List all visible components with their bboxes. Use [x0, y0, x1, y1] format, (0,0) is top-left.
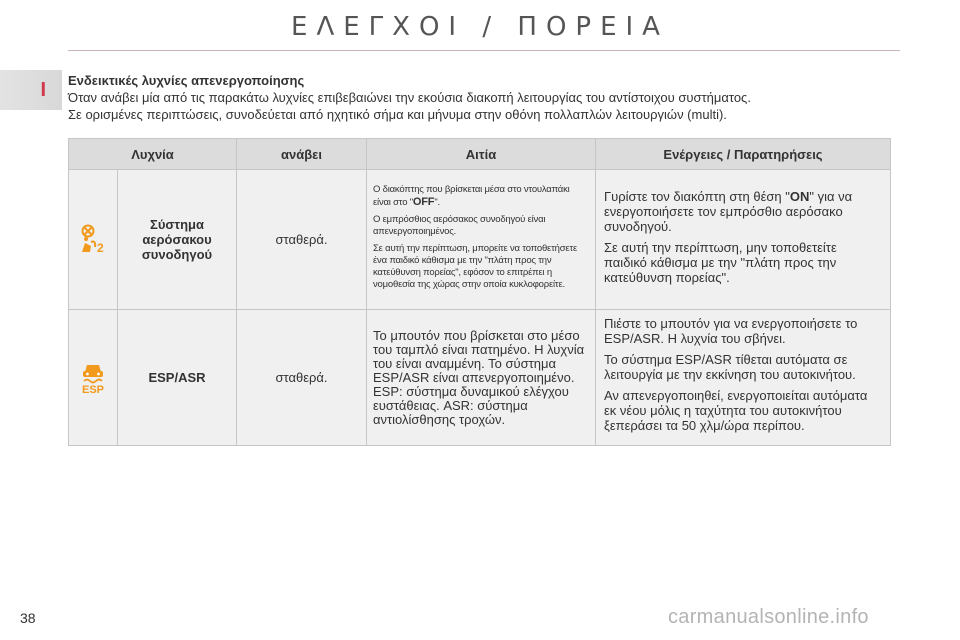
- lamp-cause: [367, 170, 596, 310]
- lamp-icon-cell: [69, 310, 118, 446]
- action-paragraph: Το σύστημα ESP/ASR τίθεται αυτόματα σε λειτουργία με την εκκίνηση του αυτοκινήτου.: [604, 352, 856, 382]
- lamp-state: σταθερά.: [237, 170, 367, 310]
- intro-line-2: Σε ορισμένες περιπτώσεις, συνοδεύεται από ηχητικό σήμα και μήνυμα στην οθόνη πολλαπλών λειτουργιών (multi).: [68, 107, 727, 122]
- header-lamp: Λυχνία: [69, 139, 237, 170]
- section-heading: Ενδεικτικές λυχνίες απενεργοποίησης: [68, 73, 305, 88]
- warning-lamps-table: [68, 138, 891, 446]
- table-row: [69, 310, 891, 446]
- chapter-tab: [0, 70, 62, 110]
- lamp-state: σταθερά.: [237, 310, 367, 446]
- lamp-actions: [596, 310, 891, 446]
- watermark: carmanualsonline.info: [668, 606, 869, 628]
- intro-section: [68, 72, 908, 123]
- table-header-row: [69, 139, 891, 170]
- lamp-name: Σύστημα αερόσακου συνοδηγού: [118, 170, 237, 310]
- lamp-name: ESP/ASR: [118, 310, 237, 446]
- chapter-label: I: [40, 78, 46, 101]
- title-divider: [68, 50, 900, 51]
- action-paragraph: Γυρίστε τον διακόπτη στη θέση "ON" για να ενεργοποιήσετε τον εμπρόσθιο αερόσακο συνοδηγού.: [604, 188, 853, 234]
- action-paragraph: Αν απενεργοποιηθεί, ενεργοποιείται αυτόματα εκ νέου μόλις η ταχύτητα του αυτοκινήτου ξεπεράσει τα 50 χλμ/ώρα περίπου.: [604, 388, 868, 433]
- intro-line-1: Όταν ανάβει μία από τις παρακάτω λυχνίες επιβεβαιώνει την εκούσια διακοπή λειτουργίας του αντίστοιχου συστήματος.: [68, 90, 751, 105]
- lamp-actions: [596, 170, 891, 310]
- cause-paragraph: Ο διακόπτης που βρίσκεται μέσα στο ντουλαπάκι είναι στο "OFF".: [373, 183, 570, 208]
- header-cause: Αιτία: [367, 139, 596, 170]
- svg-text:ESP: ESP: [81, 384, 105, 394]
- lamp-cause: Το μπουτόν που βρίσκεται στο μέσο του ταμπλό είναι πατημένο. Η λυχνία του είναι αναμμένη. Το σύστημα ESP/ASR είναι απενεργοποιημένο. ESP: σύστημα δυναμικού ελέγχου ευστάθειας. ASR: σύστημα αντιολίσθησης τροχών.: [367, 310, 596, 446]
- lamp-icon-cell: [69, 170, 118, 310]
- header-actions: Ενέργειες / Παρατηρήσεις: [596, 139, 891, 170]
- cause-paragraph: Σε αυτή την περίπτωση, μπορείτε να τοποθετήσετε ένα παιδικό κάθισμα με την "πλάτη προς την κατεύθυνση πορείας", εφόσον το επιτρέπει η νομοθεσία της χώρας στην οποία κυκλοφορείτε.: [373, 242, 578, 290]
- table-row: [69, 170, 891, 310]
- page-title: ΕΛΕΓΧΟΙ / ΠΟΡΕΙΑ: [291, 12, 669, 42]
- action-paragraph: Πιέστε το μπουτόν για να ενεργοποιήσετε το ESP/ASR. Η λυχνία του σβήνει.: [604, 316, 858, 346]
- page-number: 38: [20, 610, 36, 626]
- svg-text:2: 2: [97, 241, 104, 254]
- airbag-off-icon: [77, 222, 109, 254]
- cause-paragraph: Ο εμπρόσθιος αερόσακος συνοδηγού είναι απενεργοποιημένος.: [373, 213, 546, 237]
- esp-off-icon: [78, 358, 108, 394]
- header-lights: ανάβει: [237, 139, 367, 170]
- action-paragraph: Σε αυτή την περίπτωση, μην τοποθετείτε παιδικό κάθισμα με την "πλάτη προς την κατεύθυνση πορείας".: [604, 239, 837, 285]
